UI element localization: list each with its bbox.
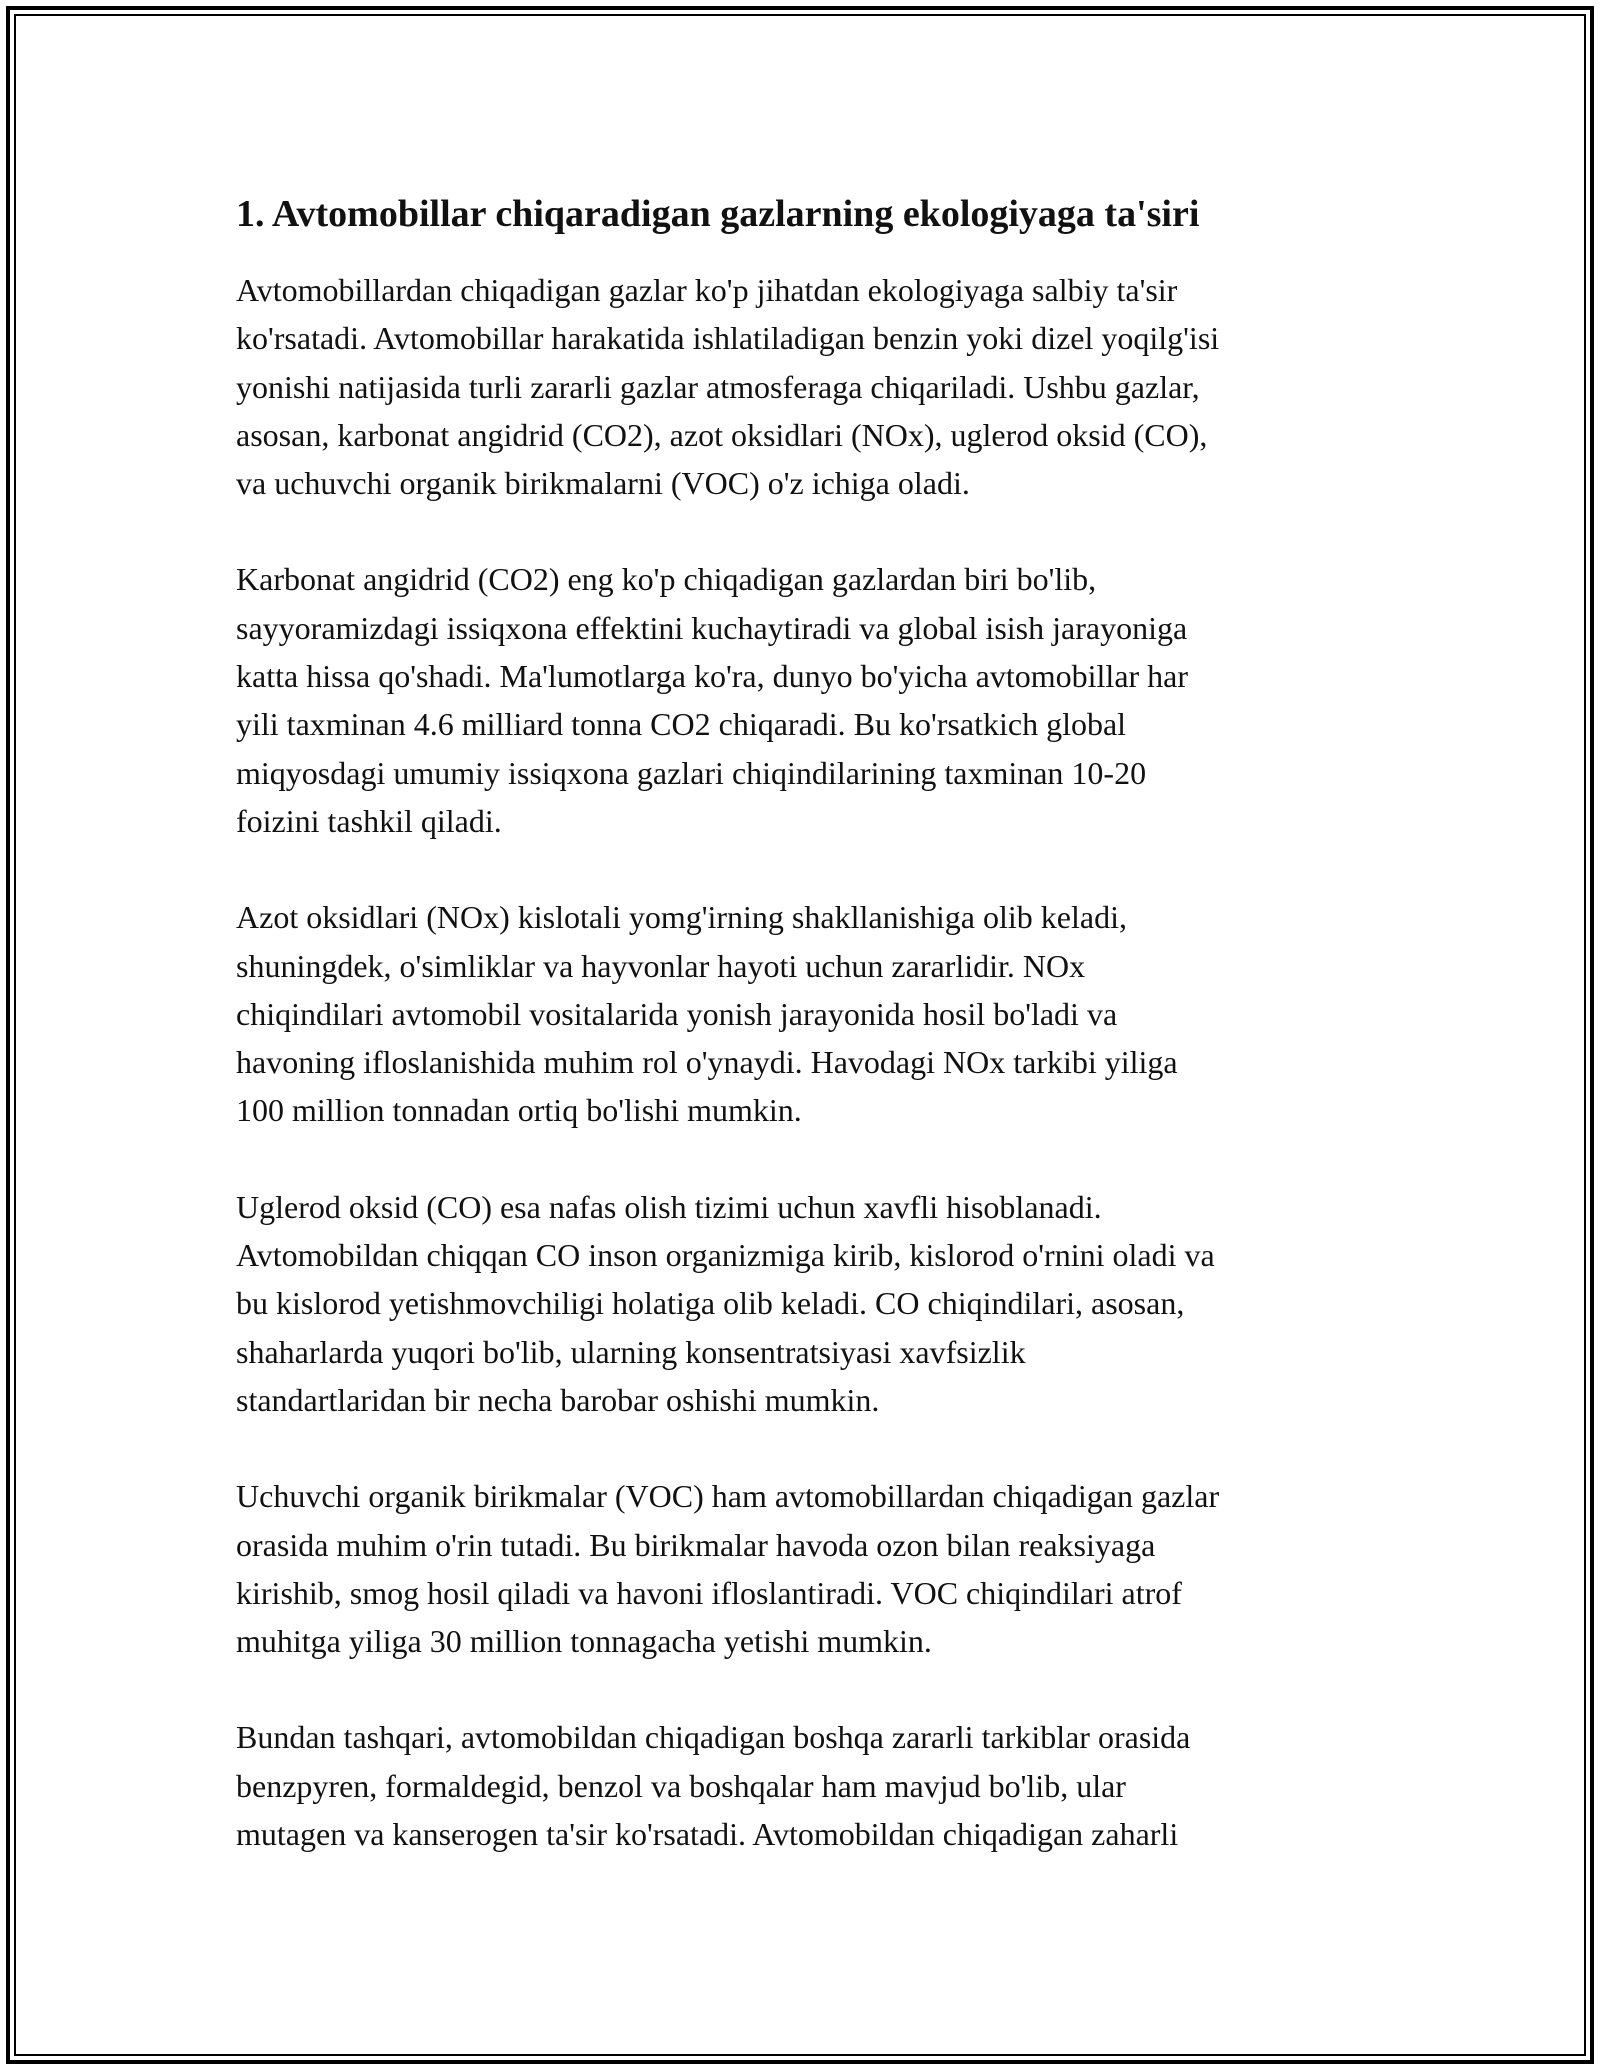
paragraph-co2: Karbonat angidrid (CO2) eng ko'p chiqadigan gazlardan biri bo'lib, sayyoramizdagi issiqxona effektini kuchaytiradi va global isish jarayoniga katta hissa qo'shadi. Ma'lumotlarga ko'ra, dunyo bo'yicha avtomobillar har yili taxminan 4.6 milliard tonna CO2 chiqaradi. Bu ko'rsatkich global miqyosdagi umumiy issiqxona gazlari chiqindilarining taxminan 10-20 foizini tashkil qiladi.	[236, 561, 1189, 839]
section-heading: 1. Avtomobillar chiqaradigan gazlarning ekologiyaga ta'siri	[236, 193, 1200, 235]
paragraph-intro: Avtomobillardan chiqadigan gazlar ko'p jihatdan ekologiyaga salbiy ta'sir ko'rsatadi. Avtomobillar harakatida ishlatiladigan benzin yoki dizel yoqilg'isi yonishi natijasida turli zararli gazlar atmosferaga chiqariladi. Ushbu gazlar, asosan, karbonat angidrid (CO2), azot oksidlari (NOx), uglerod oksid (CO), va uchuvchi organik birikmalarni (VOC) o'z ichiga oladi.	[236, 272, 1220, 502]
paragraph-voc: Uchuvchi organik birikmalar (VOC) ham avtomobillardan chiqadigan gazlar orasida muhim o'rin tutadi. Bu birikmalar havoda ozon bilan reaksiyaga kirishib, smog hosil qiladi va havoni ifloslantiradi. VOC chiqindilari atrof muhitga yiliga 30 million tonnagacha yetishi mumkin.	[236, 1478, 1220, 1660]
document-body	[236, 190, 1376, 1906]
paragraph-co: Uglerod oksid (CO) esa nafas olish tizimi uchun xavfli hisoblanadi. Avtomobildan chiqqan CO inson organizmiga kirib, kislorod o'rnini oladi va bu kislorod yetishmovchiligi holatiga olib keladi. CO chiqindilari, asosan, shaharlarda yuqori bo'lib, ularning konsentratsiyasi xavfsizlik standartlaridan bir necha barobar oshishi mumkin.	[236, 1188, 1215, 1418]
paragraph-nox: Azot oksidlari (NOx) kislotali yomg'irning shakllanishiga olib keladi, shuningdek, o'simliklar va hayvonlar hayoti uchun zararlidir. NOx chiqindilari avtomobil vositalarida yonish jarayonida hosil bo'ladi va havoning ifloslanishida muhim rol o'ynaydi. Havodagi NOx tarkibi yiliga 100 million tonnadan ortiq bo'lishi mumkin.	[236, 899, 1178, 1129]
paragraph-other: Bundan tashqari, avtomobildan chiqadigan boshqa zararli tarkiblar orasida benzpyren, formaldegid, benzol va boshqalar ham mavjud bo'lib, ular mutagen va kanserogen ta'sir ko'rsatadi. Avtomobildan chiqadigan zaharli	[236, 1719, 1191, 1853]
